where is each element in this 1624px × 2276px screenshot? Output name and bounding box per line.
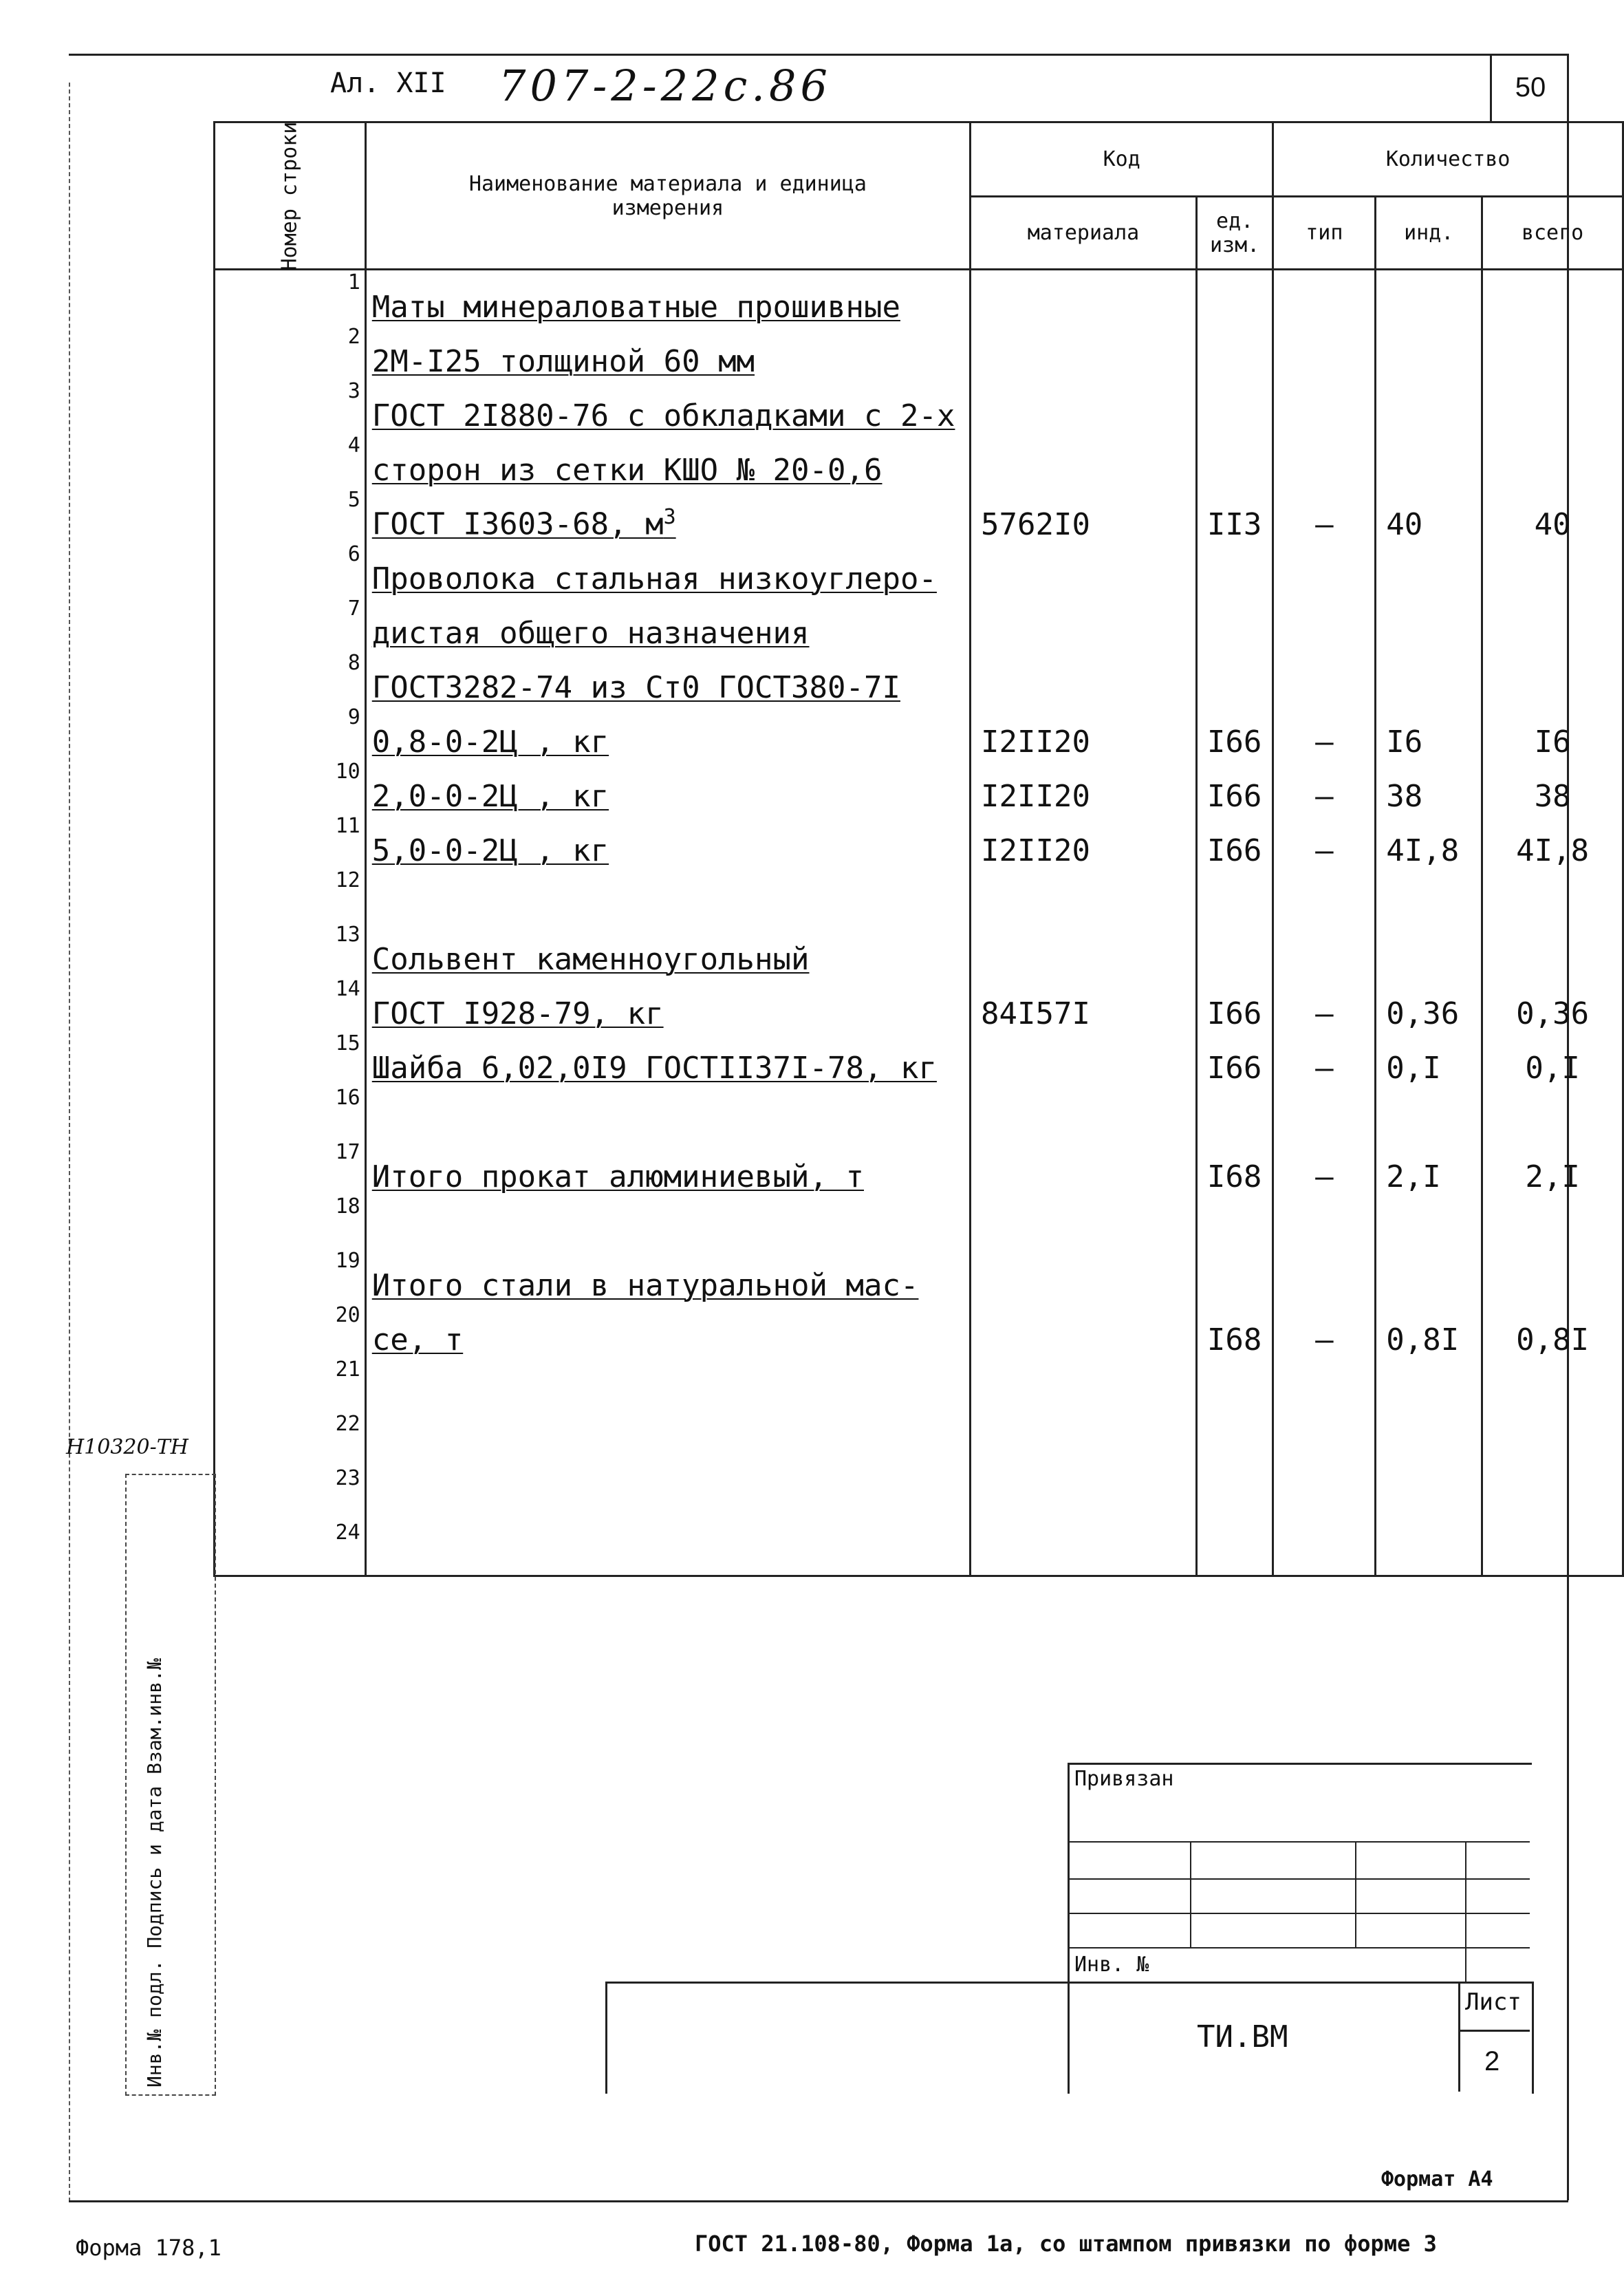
material-name: Шайба 6,02,0I9 ГОСТII37I-78, кг [365,1031,970,1086]
qty-type [1273,651,1376,705]
qty-type [1273,868,1376,923]
unit-code: I66 [1196,814,1273,868]
table-row [215,1031,1623,1086]
material-code: I2II20 [971,760,1197,814]
unit-code [1196,433,1273,488]
table-row [215,760,1623,814]
material-code: 5762I0 [971,488,1197,542]
qty-total [1482,868,1623,923]
qty-total [1482,1521,1623,1576]
qty-type [1273,379,1376,433]
table-row [215,1140,1623,1194]
material-name: Маты минераловатные прошивные [365,270,970,325]
unit-header: ед. изм. [1196,197,1273,270]
row-number: 2 [215,325,366,379]
qty-type [1273,1086,1376,1140]
row-number: 15 [215,1031,366,1086]
qty-individual [1376,270,1482,325]
qty-individual: 2,I [1376,1140,1482,1194]
stamp-line [1465,1841,1466,1982]
title-block-divider [1458,2030,1530,2032]
table-row [215,379,1623,433]
unit-code [1196,379,1273,433]
row-number: 16 [215,1086,366,1140]
qty-type: – [1273,814,1376,868]
material-code [971,1249,1197,1303]
row-number: 8 [215,651,366,705]
qty-total [1482,379,1623,433]
qty-individual: 0,8I [1376,1303,1482,1357]
qty-total [1482,325,1623,379]
material-code [971,325,1197,379]
project-code-handwritten: 707-2-22с.86 [499,61,832,111]
qty-individual [1376,1086,1482,1140]
qty-individual [1376,542,1482,597]
row-number-header: Номер строки [215,122,366,270]
table-row [215,1249,1623,1303]
unit-code: I66 [1196,760,1273,814]
page-number: 50 [1490,54,1569,123]
qty-type: – [1273,1140,1376,1194]
material-name: сторон из сетки КШО № 20-0,6 [365,433,970,488]
format-label: Формат А4 [1381,2167,1493,2191]
unit-code [1196,1194,1273,1249]
row-number: 22 [215,1412,366,1466]
table-row [215,1303,1623,1357]
qty-type [1273,1357,1376,1412]
qty-individual: 4I,8 [1376,814,1482,868]
stamp-line [1068,1913,1530,1914]
code-header: Код [971,122,1273,197]
row-number: 23 [215,1466,366,1521]
material-name: 0,8-0-2Ц , кг [365,705,970,760]
material-name [365,1194,970,1249]
row-number: 3 [215,379,366,433]
table-row [215,270,1623,325]
unit-code: I68 [1196,1303,1273,1357]
qty-type: – [1273,1303,1376,1357]
row-number: 18 [215,1194,366,1249]
material-name [365,868,970,923]
unit-code: I66 [1196,977,1273,1031]
material-code [971,542,1197,597]
document-code: ТИ.ВМ [1197,2019,1288,2054]
qty-type [1273,923,1376,977]
side-signature-block [125,1474,216,2096]
material-code [971,1521,1197,1576]
inventory-label: Инв. № [1074,1953,1149,1977]
qty-type [1273,1194,1376,1249]
qty-total [1482,270,1623,325]
title-block [605,1982,1534,2094]
material-code [971,379,1197,433]
material-code [971,270,1197,325]
frame-left-line [69,83,70,2202]
qty-total: 0,36 [1482,977,1623,1031]
name-header: Наименование материала и единица измерения [365,122,970,270]
qty-individual: 38 [1376,760,1482,814]
material-name: Итого прокат алюминиевый, т [365,1140,970,1194]
table-row [215,1357,1623,1412]
qty-type [1273,542,1376,597]
material-name: ГОСТ I928-79, кг [365,977,970,1031]
material-code [971,1194,1197,1249]
material-name: ГОСТ3282-74 из Ст0 ГОСТ380-7I [365,651,970,705]
table-row [215,1466,1623,1521]
row-number: 17 [215,1140,366,1194]
side-handwritten-number: Н10320-ТН [66,1435,188,1459]
qty-total: 2,I [1482,1140,1623,1194]
qty-individual [1376,923,1482,977]
qty-individual: 0,36 [1376,977,1482,1031]
gost-footer: ГОСТ 21.108-80, Форма 1а, со штампом привязки по форме 3 [695,2231,1437,2257]
row-number: 21 [215,1357,366,1412]
materials-table [213,121,1624,1577]
table-row [215,705,1623,760]
qty-type [1273,1521,1376,1576]
qty-total [1482,923,1623,977]
unit-code [1196,1249,1273,1303]
table-row [215,977,1623,1031]
qty-total: 38 [1482,760,1623,814]
table-row [215,325,1623,379]
material-code [971,1303,1197,1357]
row-number: 9 [215,705,366,760]
qty-individual [1376,1466,1482,1521]
material-name: ГОСТ I3603-68, $м^3$ [365,488,970,542]
unit-code [1196,923,1273,977]
qty-total: 4I,8 [1482,814,1623,868]
qty-individual [1376,433,1482,488]
frame-top-line [69,54,1568,56]
sheet-number: 2 [1484,2046,1500,2076]
table-row [215,868,1623,923]
qty-total: 0,8I [1482,1303,1623,1357]
row-number: 6 [215,542,366,597]
row-number: 14 [215,977,366,1031]
material-name: Сольвент каменноугольный [365,923,970,977]
qty-type: – [1273,760,1376,814]
qty-total: 0,I [1482,1031,1623,1086]
qty-total [1482,597,1623,651]
qty-total [1482,433,1623,488]
row-number: 4 [215,433,366,488]
total-header: всего [1482,197,1623,270]
unit-code [1196,270,1273,325]
unit-code: I68 [1196,1140,1273,1194]
material-name [365,1357,970,1412]
table-row [215,1086,1623,1140]
material-name [365,1086,970,1140]
qty-type [1273,1412,1376,1466]
row-number: 11 [215,814,366,868]
qty-individual: 0,I [1376,1031,1482,1086]
material-name [365,1412,970,1466]
material-code [971,651,1197,705]
material-name: дистая общего назначения [365,597,970,651]
material-code [971,1357,1197,1412]
unit-code: II3 [1196,488,1273,542]
title-block-divider [1458,1982,1460,2092]
frame-bottom-line [69,2200,1568,2202]
qty-total [1482,1249,1623,1303]
table-row [215,488,1623,542]
material-name: 5,0-0-2Ц , кг [365,814,970,868]
table-row [215,651,1623,705]
material-code [971,1140,1197,1194]
qty-type [1273,1249,1376,1303]
qty-individual: I6 [1376,705,1482,760]
sheet-label: Лист [1465,1988,1522,2016]
unit-code: I66 [1196,1031,1273,1086]
table-row [215,1521,1623,1576]
table-row [215,433,1623,488]
row-number: 10 [215,760,366,814]
row-number: 24 [215,1521,366,1576]
side-vertical-labels: Инв.№ подл. Подпись и дата Взам.инв.№ [143,1658,166,2087]
qty-total [1482,1194,1623,1249]
individual-header: инд. [1376,197,1482,270]
type-header: тип [1273,197,1376,270]
row-number: 1 [215,270,366,325]
row-number: 7 [215,597,366,651]
qty-individual [1376,1249,1482,1303]
material-name: Итого стали в натуральной мас- [365,1249,970,1303]
qty-total [1482,542,1623,597]
qty-individual [1376,1521,1482,1576]
row-number: 5 [215,488,366,542]
table-row [215,1194,1623,1249]
stamp-line [1068,1841,1530,1843]
material-name: Проволока стальная низкоуглеро- [365,542,970,597]
qty-total [1482,1466,1623,1521]
stamp-line [1068,1947,1530,1948]
qty-individual [1376,1412,1482,1466]
qty-type: – [1273,488,1376,542]
material-code [971,923,1197,977]
table-row [215,923,1623,977]
table-row [215,1412,1623,1466]
unit-code: I66 [1196,705,1273,760]
material-code [971,1466,1197,1521]
material-code [971,433,1197,488]
qty-individual [1376,1194,1482,1249]
material-code: I2II20 [971,814,1197,868]
material-code-header: материала [971,197,1197,270]
row-number: 13 [215,923,366,977]
table-row [215,597,1623,651]
unit-code [1196,542,1273,597]
stamp-title: Привязан [1074,1767,1174,1791]
unit-code [1196,1521,1273,1576]
unit-code [1196,325,1273,379]
qty-individual [1376,379,1482,433]
qty-total: I6 [1482,705,1623,760]
material-code [971,1086,1197,1140]
unit-code [1196,651,1273,705]
material-name: 2,0-0-2Ц , кг [365,760,970,814]
qty-individual [1376,1357,1482,1412]
material-code: I2II20 [971,705,1197,760]
unit-code [1196,1466,1273,1521]
qty-type [1273,597,1376,651]
unit-code [1196,1086,1273,1140]
qty-type [1273,1466,1376,1521]
qty-type [1273,325,1376,379]
qty-total [1482,651,1623,705]
material-name: се, т [365,1303,970,1357]
qty-individual [1376,868,1482,923]
row-number: 12 [215,868,366,923]
material-name: ГОСТ 2I880-76 с обкладками с 2-х [365,379,970,433]
unit-code [1196,868,1273,923]
material-name: 2М-I25 толщиной 60 мм [365,325,970,379]
row-number: 20 [215,1303,366,1357]
qty-total [1482,1412,1623,1466]
material-code [971,1031,1197,1086]
table-row [215,542,1623,597]
form-label: Форма 178,1 [76,2235,221,2261]
material-code [971,597,1197,651]
material-code [971,1412,1197,1466]
album-label: Ал. XII [330,67,446,99]
qty-type: – [1273,705,1376,760]
stamp-line [1355,1841,1356,1947]
stamp-line [1190,1841,1191,1947]
qty-individual [1376,325,1482,379]
material-name [365,1466,970,1521]
quantity-header: Количество [1273,122,1623,197]
qty-individual [1376,651,1482,705]
unit-code [1196,1357,1273,1412]
qty-individual [1376,597,1482,651]
material-code: 84I57I [971,977,1197,1031]
qty-type: – [1273,977,1376,1031]
unit-code [1196,597,1273,651]
table-row [215,814,1623,868]
qty-type [1273,270,1376,325]
material-code [971,868,1197,923]
row-number: 19 [215,1249,366,1303]
qty-total [1482,1086,1623,1140]
qty-individual: 40 [1376,488,1482,542]
qty-type [1273,433,1376,488]
material-name [365,1521,970,1576]
stamp-line [1068,1878,1530,1880]
unit-code [1196,1412,1273,1466]
qty-type: – [1273,1031,1376,1086]
qty-total: 40 [1482,488,1623,542]
qty-total [1482,1357,1623,1412]
